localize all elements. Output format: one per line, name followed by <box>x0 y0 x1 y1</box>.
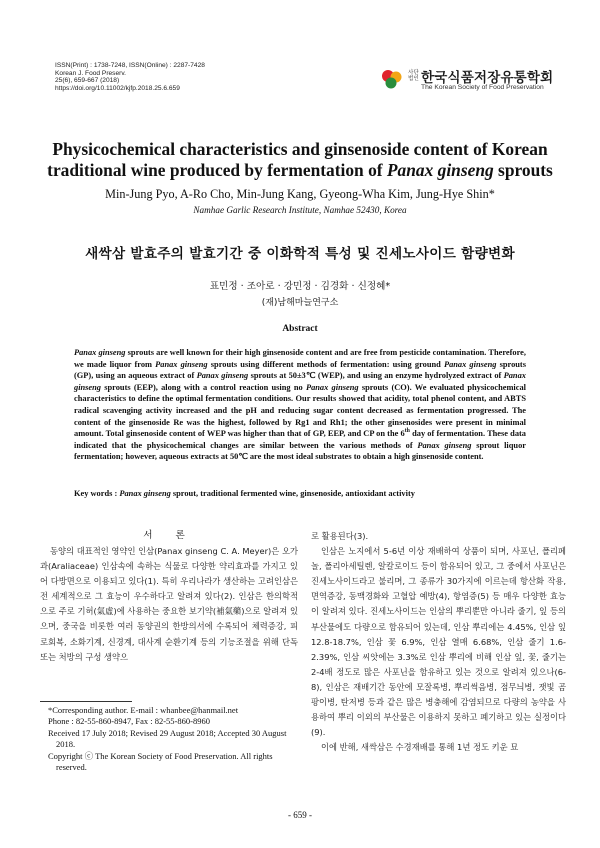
left-column <box>40 544 298 665</box>
keywords: Key words : Panax ginseng sprout, traditional fermented wine, ginsenoside, antioxidant activity <box>74 489 415 498</box>
page-number: - 659 - <box>288 810 312 820</box>
society-logo-icon <box>380 68 404 90</box>
corresponding-author: *Corresponding author. E-mail : whanbee@hanmail.net <box>48 705 239 715</box>
society-name-ko: 한국식품저장유통학회 <box>421 70 554 86</box>
journal-name: Korean J. Food Preserv. <box>55 69 126 77</box>
author-list-korean: 표민정 · 조아로 · 강민정 · 김경화 · 신정혜* <box>209 281 391 292</box>
section-heading-introduction: 서 론 <box>143 530 195 541</box>
copyright-notice: Copyright ⓒ The Korean Society of Food Preservation. All rights reserved. <box>48 750 273 773</box>
doi-link[interactable]: https://doi.org/10.11002/kjfp.2018.25.6.659 <box>55 84 180 92</box>
intro-paragraph-1-continued: 로 활용된다(3). <box>311 531 369 541</box>
right-column <box>311 529 566 755</box>
journal-meta <box>55 62 205 92</box>
contact-phone: Phone : 82-55-860-8947, Fax : 82-55-860-8960 <box>48 716 210 727</box>
society-badge: 사단 법인 <box>408 70 419 82</box>
issn-line: ISSN(Print) : 1738-7248, ISSN(Online) : 2287-7428 <box>55 62 205 69</box>
title-line-2: traditional wine produced by fermentation of Panax ginseng sprouts <box>47 160 553 180</box>
affiliation-korean: (재)남해마늘연구소 <box>261 298 339 308</box>
title-line-1: Physicochemical characteristics and ginsenoside content of Korean <box>52 139 548 159</box>
abstract-heading: Abstract <box>282 324 318 334</box>
intro-paragraph-2: 인삼은 노지에서 5-6년 이상 재배하여 상품이 되며, 사포닌, 폴리페놀, 폴리아세틸렌, 알칼로이드 등이 함유되어 있고, 그 중에서 사포닌은 진세노사이드라고 불리며, 그 종류가 30가지에 이르는데 항산화 작용, 면역증강, 동맥경화와 고혈압 예방(4), 항염증(5) 등 매우 다양한 효능이 알려져 있다. 진세노사이드는 인삼의 뿌리뿐만 아니라 줄기, 잎 등의 부산물에도 다량으로 함유되어 있는데, 인삼 뿌리에는 4.45%, 인삼 잎 12.8-18.7%, 인삼 꽃 6.9%, 인삼 열매 6.68%, 인삼 줄기 1.6-2.39%, 인삼 씨앗에는 3.3%로 인삼 뿌리에 비해 인삼 잎, 꽃, 줄기는 2-4배 정도로 많은 사포닌을 함유하고 있는 것으로 알려져 있으나(6-8), 인삼은 재배기간 동안에 모잘록병, 뿌리썩음병, 점무늬병, 잿빛 곰팡이병, 탄저병 등과 같은 많은 병충해에 감염되므로 다량의 농약을 사용하여 뿌리 이외의 부산물은 이용하지 못하고 폐기하고 있는 실정이다(9). <box>311 546 566 738</box>
paper-title <box>40 139 560 181</box>
society-name-en: The Korean Society of Food Preservation <box>421 84 544 91</box>
affiliation: Namhae Garlic Research Institute, Namhae 52430, Korea <box>193 205 407 215</box>
paper-title-korean: 새싹삼 발효주의 발효기간 중 이화학적 특성 및 진세노사이드 함량변화 <box>85 246 515 262</box>
footnote <box>48 705 303 773</box>
author-list: Min-Jung Pyo, A-Ro Cho, Min-Jung Kang, Gyeong-Wha Kim, Jung-Hye Shin* <box>105 187 495 201</box>
volume-pages: 25(6), 659-667 (2018) <box>55 77 120 85</box>
intro-paragraph-3: 이에 반해, 새싹삼은 수경재배를 통해 1년 정도 키운 묘 <box>321 742 519 753</box>
footnote-rule <box>40 701 132 702</box>
intro-paragraph-1: 동양의 대표적인 영약인 인삼(Panax ginseng C. A. Meyer)은 오가과(Araliaceae) 인삼속에 속하는 식물로 다양한 약리효과를 가지고 있어 다방면으로 이용되고 있다(1). 특히 우리나라가 생산하는 고려인삼은 전 세계적으로 그 효능이 우수하다고 알려져 있다(2). 인삼은 한의학적으로 주로 기허(氣虛)에 사용하는 중요한 보기약(補氣藥)으로 알려져 있으며, 중국을 비롯한 여러 동양권의 한방의서에 수록되어 체력증강, 피로회복, 소화기계, 신경계, 대사계 순환기계 등의 기능조절을 위해 단독 또는 처방의 구성 생약으 <box>40 546 298 662</box>
society-logo <box>380 66 560 96</box>
received-dates: Received 17 July 2018; Revised 29 August 2018; Accepted 30 August 2018. <box>48 727 287 750</box>
abstract-body: Panax ginseng sprouts are well known for their high ginsenoside content and are free from pesticide contamination. Therefore, we made liquor from Panax ginseng sprouts using different methods of fermentation: using ground Panax ginseng sprouts (GP), using an aqueous extract of Panax ginseng sprouts at 50±3℃ (WEP), and using an enzyme hydrolyzed extract of Panax ginseng sprouts (EEP), along with a control reaction using no Panax ginseng sprouts (CO). We evaluated physicochemical characteristics to define the optimal fermentation conditions. Our results showed that acidity, total phenol content, and ABTS radical scavenging activity increased and the pH and reducing sugar content decreased as fermentation progressed. The content of the ginsenoside Re was the highest, followed by Rg1 and Rh1; the other ginsenosides were present in minimal amount. Total ginsenoside content of WEP was higher than that of GP, EEP, and CP on the 6th day of fermentation. These data indicated that the physicochemical changes are similar between the various methods of Panax ginseng sprout liquor fermentation; however, aqueous extracts at 50℃ are the most ideal substrates to obtain a high ginsenoside content. <box>74 348 526 462</box>
